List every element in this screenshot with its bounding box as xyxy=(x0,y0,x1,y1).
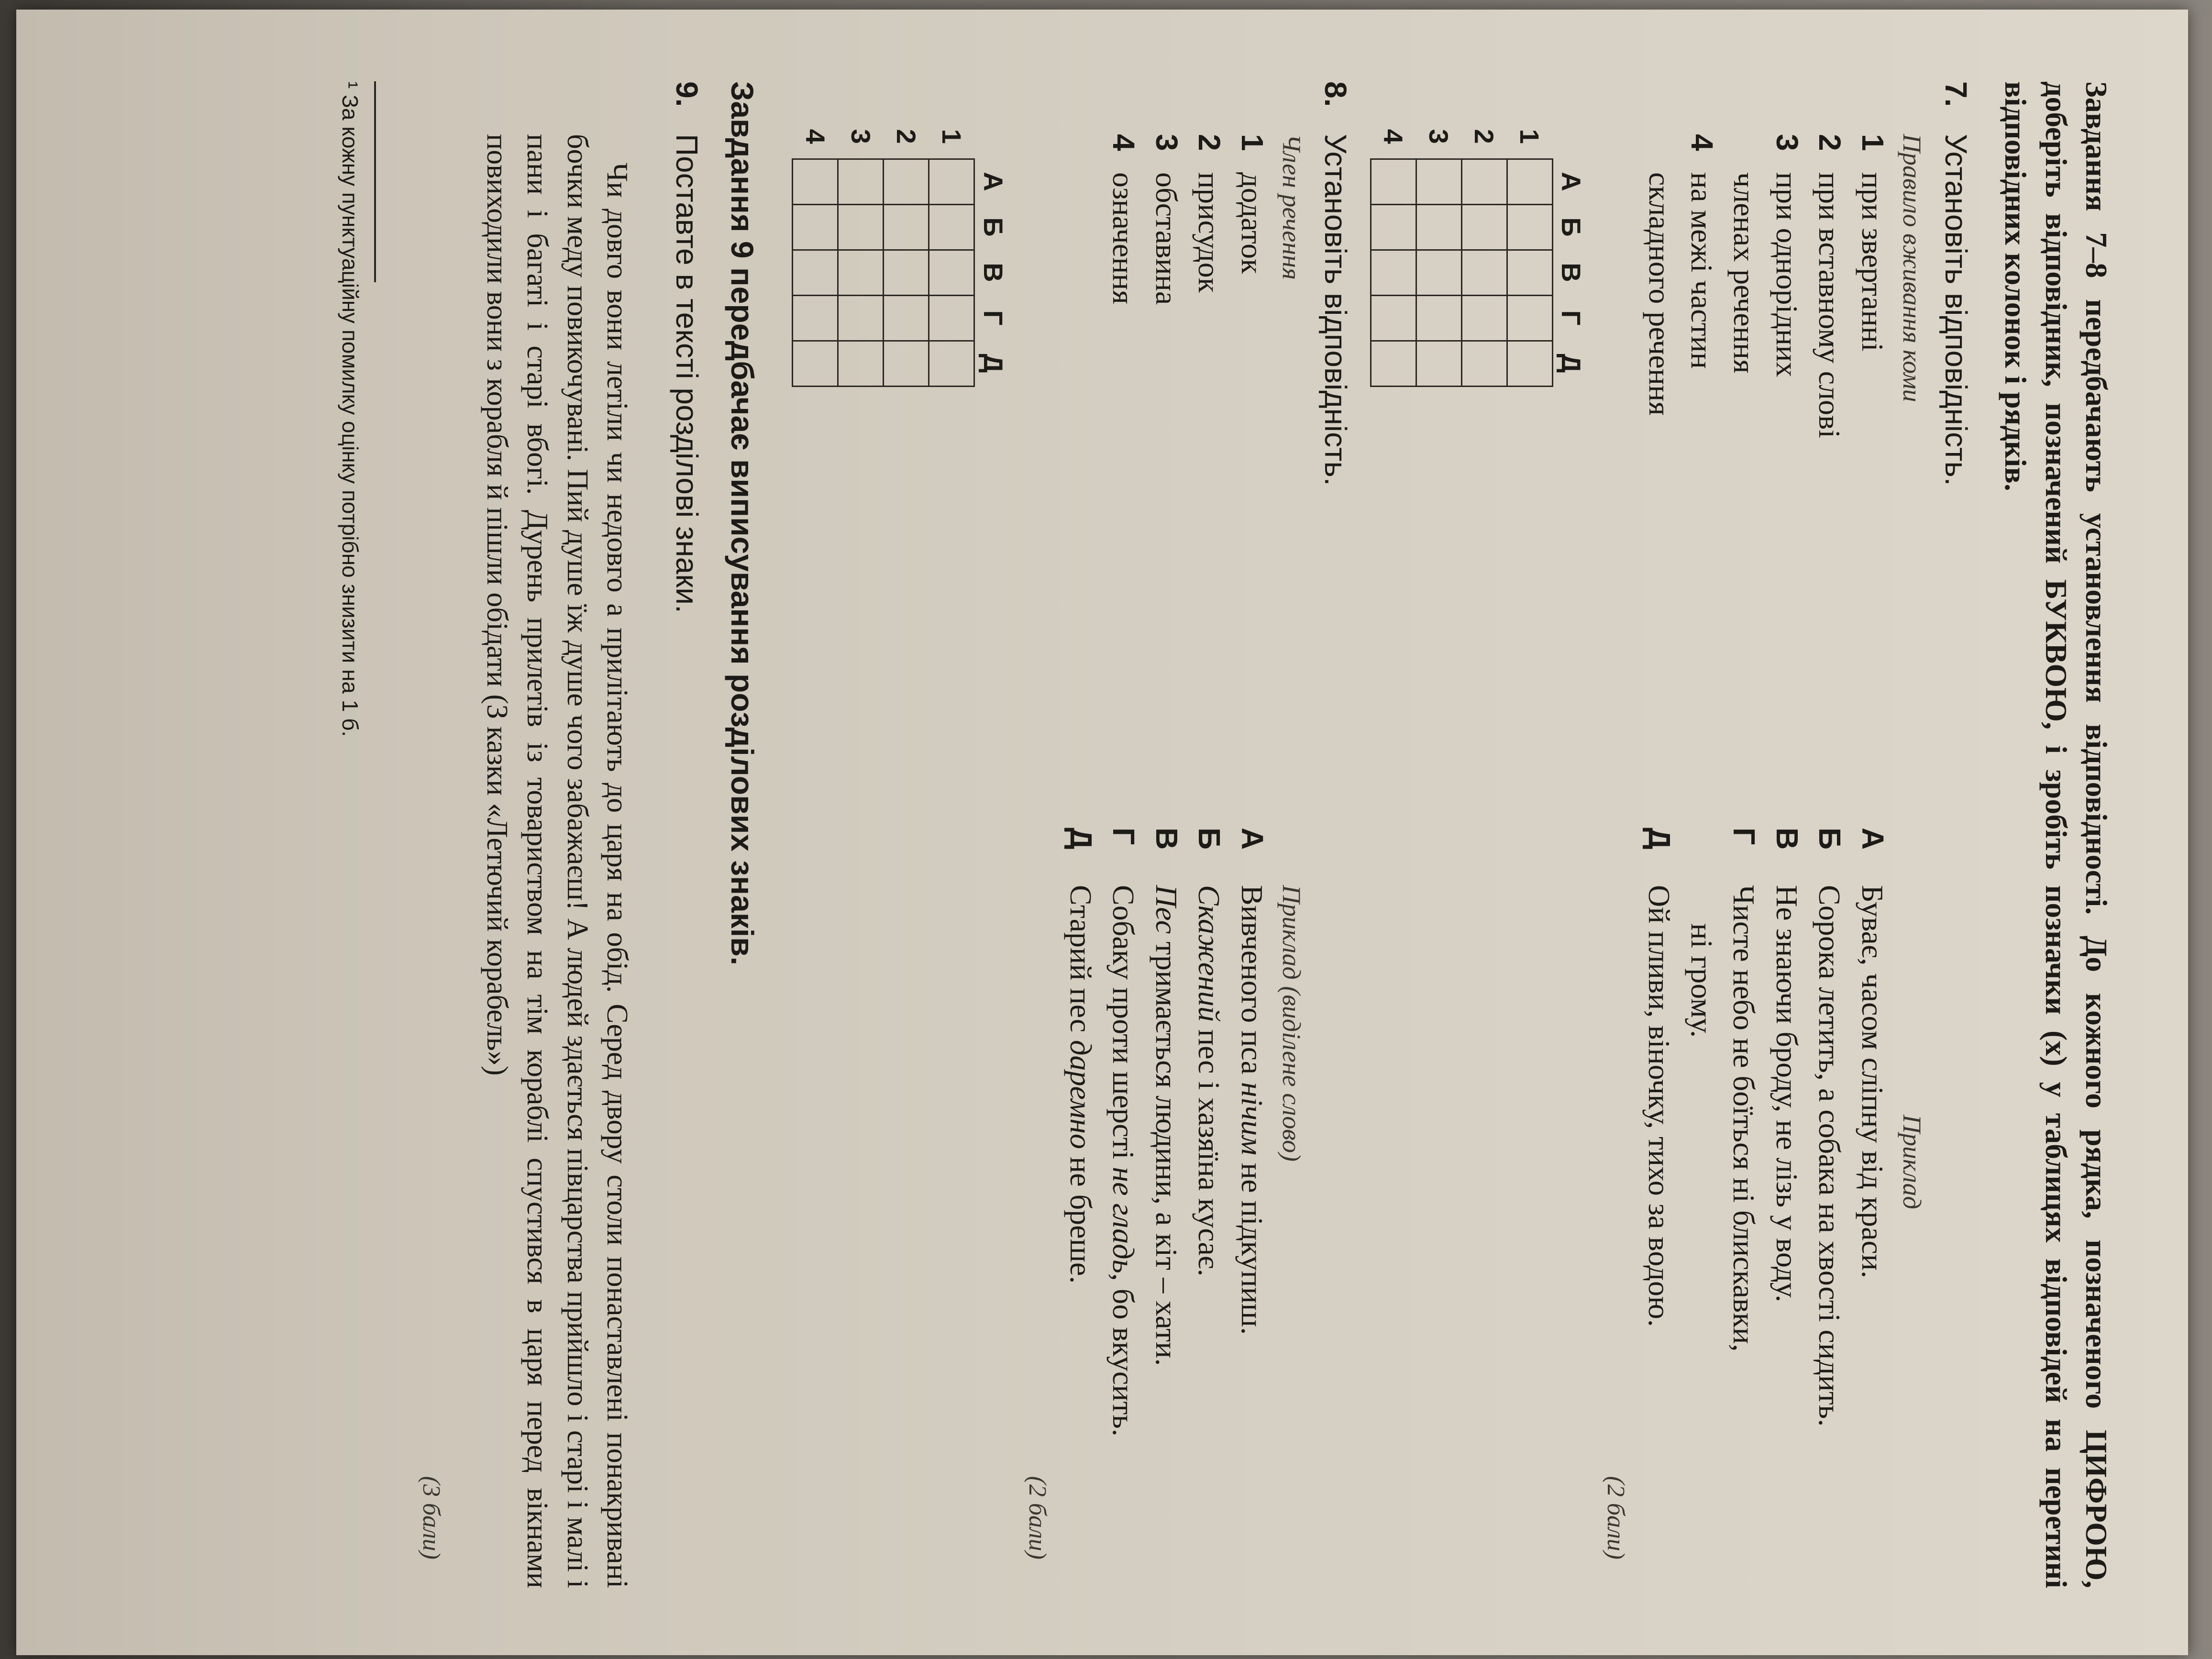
task-7-grid-col-header: Г xyxy=(1556,310,1587,326)
task-7-columns xyxy=(1637,81,1929,1588)
task-8-columns xyxy=(1058,81,1308,1588)
textbook-page xyxy=(16,10,2188,1655)
task-8-grid-cell[interactable] xyxy=(883,341,929,386)
task-7-grid-row xyxy=(1371,115,1416,386)
task-8-example-pre: Вивченого пса xyxy=(1235,885,1269,1083)
task-7-grid-cell[interactable] xyxy=(1371,295,1416,341)
task-7-grid-cell[interactable] xyxy=(1461,295,1507,341)
task-7-rule-item-label: 3 xyxy=(1770,134,1804,151)
task-7-grid-cell[interactable] xyxy=(1507,159,1552,204)
task-7-answer-grid xyxy=(1370,115,1590,387)
task-7-points: (2 бали) xyxy=(1602,1476,1630,1559)
task-7-grid-cell[interactable] xyxy=(1416,204,1461,250)
task-8-example-item xyxy=(1189,828,1229,1588)
task-8-right-header: Приклад (виділене слово) xyxy=(1277,885,1306,1162)
task-7-example-item xyxy=(1724,828,1764,1588)
task-7-grid-row-header: 2 xyxy=(1469,129,1500,144)
task-7-rule-item xyxy=(1639,134,1679,828)
task-7-header xyxy=(1936,81,1976,1588)
task-7-grid-cell[interactable] xyxy=(1507,250,1552,295)
task-8-member-item-label: 4 xyxy=(1106,134,1141,151)
task-8-member-item xyxy=(1103,134,1144,828)
task-8-example-post: не підкупиш. xyxy=(1235,1155,1269,1335)
task-8-grid-cell[interactable] xyxy=(929,159,974,204)
task-7-grid-cell[interactable] xyxy=(1507,341,1552,386)
task-7-grid-cell[interactable] xyxy=(1416,295,1461,341)
task-7-grid-row-header: 1 xyxy=(1515,129,1545,144)
task-7-number: 7. xyxy=(1938,81,1973,107)
task-7-grid-col-header: В xyxy=(1556,263,1587,282)
task-8-sentence-members xyxy=(1058,81,1308,828)
task-8-grid-cell[interactable] xyxy=(792,250,838,295)
task-8-example-text xyxy=(1060,885,1100,1588)
task-7-example-item-label: А xyxy=(1855,828,1890,850)
task-7-grid-col-header: Б xyxy=(1556,217,1587,237)
task-8-grid-cell[interactable] xyxy=(883,250,929,295)
task-8-grid-cell[interactable] xyxy=(838,204,883,250)
task-7-rule-item-text: при вставному слові xyxy=(1813,172,1847,438)
task-8-grid-cell[interactable] xyxy=(929,341,974,386)
task-7-example-item-label: Г xyxy=(1727,828,1762,845)
task-9-prompt: Поставте в тексті розділові знаки. xyxy=(669,134,704,613)
task-8-grid-col-header: Г xyxy=(978,310,1008,326)
task-9-number: 9. xyxy=(669,81,704,107)
task-9-text: Чи довго вони летіли чи недовго а прилітають до царя на обід. Серед двору столи понаставлені понакривані бочки меду повикочувані. Пий душе їж душе чого забажаєш! А людей здається півцарства прийшло і старі і малі і пани і багаті і старі вбогі. Дурень прилетів із товариством на тім кораблі спустився в царя перед вікнами повиходили вони з корабля й пішли обідати (З казки «Летючий корабель») xyxy=(481,134,634,1588)
task-8-grid-corner xyxy=(974,115,1011,159)
task-8-example-item xyxy=(1231,828,1272,1588)
task-7-example-item-label: Б xyxy=(1813,828,1847,850)
task-8-grid-cell[interactable] xyxy=(792,295,838,341)
task-8-grid-col-header: Б xyxy=(978,217,1008,237)
footnote: ¹ За кожну пунктуаційну помилку оцінку потрібно знизити на 1 б. xyxy=(337,81,363,737)
task-8-member-item-label: 3 xyxy=(1149,134,1184,151)
task-8-member-item xyxy=(1146,134,1186,828)
section-9-title: Завдання 9 передбачає виписування розділових знаків. xyxy=(724,81,760,965)
task-8-example-text xyxy=(1189,885,1229,1588)
task-8-member-item-text: присудок xyxy=(1192,172,1227,293)
task-7-grid-cell[interactable] xyxy=(1371,341,1416,386)
task-8-points: (2 бали) xyxy=(1024,1476,1051,1559)
task-8-example-item xyxy=(1146,828,1186,1588)
task-8-grid-cell[interactable] xyxy=(883,295,929,341)
task-7-right-header: Приклад xyxy=(1898,1115,1927,1209)
task-7-grid-row-header: 4 xyxy=(1378,129,1409,144)
task-7-grid-cell[interactable] xyxy=(1507,204,1552,250)
page-content xyxy=(335,81,2116,1588)
task-7-example-item xyxy=(1852,828,1892,1588)
task-8-member-item-text: означення xyxy=(1106,172,1141,304)
task-8-example-post: , бо вкусить. xyxy=(1106,1273,1141,1437)
task-7-rule-item-text: при однорідних xyxy=(1770,172,1804,377)
task-7-grid-cell[interactable] xyxy=(1461,341,1507,386)
task-7-left-header: Правило вживання коми xyxy=(1898,134,1927,402)
task-7-example-item xyxy=(1809,828,1850,1588)
task-8-example-pre: Старий пес xyxy=(1063,885,1098,1040)
task-7-rule-item-label: 1 xyxy=(1855,134,1890,151)
task-8-example-em: нічим xyxy=(1235,1082,1269,1155)
task-7-rule-item-text: членах речення xyxy=(1727,172,1762,374)
task-7-example-item-text: Буває, часом сліпну від краси. xyxy=(1855,885,1890,1279)
task-8-example-letter: Д xyxy=(1063,828,1098,850)
task-7-example-item-text: Ой пливи, віночку, тихо за водою. xyxy=(1642,885,1676,1327)
task-7-grid-cell[interactable] xyxy=(1507,295,1552,341)
task-7-grid-row xyxy=(1416,115,1461,386)
task-8-grid-col-header: Д xyxy=(978,354,1008,373)
task-7-grid-cell[interactable] xyxy=(1461,204,1507,250)
task-8-example-em: Скажений xyxy=(1192,885,1227,1022)
task-8-example-text xyxy=(1231,885,1272,1588)
task-7-grid-cell[interactable] xyxy=(1461,159,1507,204)
task-8-answer-grid xyxy=(792,115,1011,387)
task-8-example-post: не бреше. xyxy=(1063,1149,1098,1284)
task-8-member-item-text: обставина xyxy=(1149,172,1183,305)
task-8-grid-cell[interactable] xyxy=(883,159,929,204)
instructions-intro: Завдання 7–8 передбачають установлення відповідності. До кожного рядка, позначеного ЦИФРОЮ, доберіть відповідник, позначений БУКВОЮ, і зробіть позначки (x) у таблицях відповідей на перетині відповідних колонок і рядків. xyxy=(1999,81,2113,1588)
task-7-example-item xyxy=(1638,828,1679,1588)
task-8-example-letter: В xyxy=(1149,828,1184,850)
task-7-example-item-text: ні грому. xyxy=(1684,923,1719,1038)
task-8-grid-cell[interactable] xyxy=(929,250,974,295)
task-8-grid-row xyxy=(929,115,974,386)
task-8-member-item-label: 1 xyxy=(1235,134,1270,151)
task-8-member-item xyxy=(1231,134,1272,828)
task-8-number: 8. xyxy=(1318,81,1353,107)
task-8-grid-row-header: 1 xyxy=(936,129,967,144)
task-8-grid-cell[interactable] xyxy=(792,159,838,204)
task-8-grid-cell[interactable] xyxy=(838,250,883,295)
task-8-member-item-text: додаток xyxy=(1235,172,1269,274)
task-7-rule-item xyxy=(1724,134,1764,828)
task-7-rules xyxy=(1637,81,1929,828)
task-7-rule-item-text: складного речення xyxy=(1642,172,1677,416)
task-7-grid-cell[interactable] xyxy=(1416,341,1461,386)
task-8-grid-cell[interactable] xyxy=(929,204,974,250)
task-7-example-item-label: В xyxy=(1770,828,1804,850)
task-7-example-item-text: Не знаючи броду, не лізь у воду. xyxy=(1770,885,1804,1303)
task-7-rule-item-text: на межі частин xyxy=(1684,172,1719,369)
task-8-grid-cell[interactable] xyxy=(792,204,838,250)
task-8-example-letter: А xyxy=(1235,828,1270,850)
task-7-prompt: Установіть відповідність. xyxy=(1938,134,1973,486)
task-7-example-item xyxy=(1681,828,1722,1588)
task-7-rule-item xyxy=(1852,134,1892,828)
task-8-example-text xyxy=(1146,885,1186,1588)
task-8-example-letter: Г xyxy=(1106,828,1141,845)
task-7-grid-cell[interactable] xyxy=(1416,250,1461,295)
task-8-prompt: Установіть відповідність. xyxy=(1318,134,1353,486)
task-8-member-item-label: 2 xyxy=(1192,134,1227,151)
task-8-example-item xyxy=(1060,828,1101,1588)
task-7-grid-cell[interactable] xyxy=(1371,204,1416,250)
task-7-examples xyxy=(1637,828,1929,1588)
task-8-grid-row-header: 4 xyxy=(800,129,830,144)
task-8-grid-row xyxy=(792,115,838,386)
task-7-rule-item xyxy=(1809,134,1850,828)
task-8-example-em: даремно xyxy=(1063,1040,1098,1149)
task-8-example-em: Пес xyxy=(1149,885,1183,934)
task-7-grid-cell[interactable] xyxy=(1416,159,1461,204)
task-7-example-item-label: Д xyxy=(1642,828,1677,850)
task-7-grid-cell[interactable] xyxy=(1371,250,1416,295)
task-7-grid-row-header: 3 xyxy=(1424,129,1454,144)
task-8-example-item xyxy=(1103,828,1144,1588)
task-8-header xyxy=(1315,81,1355,1588)
task-7-grid-row xyxy=(1507,115,1552,386)
task-8-grid-col-header: В xyxy=(978,263,1008,282)
task-8-grid-cell[interactable] xyxy=(838,295,883,341)
task-8-example-letter: Б xyxy=(1192,828,1227,850)
task-8-grid-cell[interactable] xyxy=(929,295,974,341)
task-8-example-pre: Собаку проти шерсті xyxy=(1106,885,1141,1167)
task-7-grid-col-header: Д xyxy=(1556,354,1587,373)
task-8-grid-cell[interactable] xyxy=(838,341,883,386)
task-8-member-item xyxy=(1189,134,1229,828)
task-7-grid-corner xyxy=(1552,115,1589,159)
task-9-points: (3 бали) xyxy=(417,1476,445,1559)
task-7-grid-row xyxy=(1461,115,1507,386)
task-8-example-text xyxy=(1103,885,1143,1588)
task-7-grid-cell[interactable] xyxy=(1371,159,1416,204)
task-8-grid-cell[interactable] xyxy=(792,341,838,386)
task-8-example-post: тримається людини, а кіт – хати. xyxy=(1149,934,1183,1366)
task-7-example-item xyxy=(1766,828,1807,1588)
task-7-rule-item xyxy=(1766,134,1807,828)
task-8-left-header: Член речення xyxy=(1277,134,1306,280)
task-7-rule-item xyxy=(1681,134,1722,828)
task-8-example-post: пес і хазяїна кусає. xyxy=(1192,1021,1227,1277)
task-8-grid-row-header: 3 xyxy=(845,129,876,144)
task-8-grid-cell[interactable] xyxy=(883,204,929,250)
footnote-divider xyxy=(374,81,376,282)
task-8-grid-row xyxy=(838,115,883,386)
task-7-example-item-text: Сорока летить, а собака на хвості сидить. xyxy=(1813,885,1847,1427)
task-7-rule-item-label: 2 xyxy=(1813,134,1847,151)
task-8-grid-row xyxy=(883,115,929,386)
task-7-rule-item-label: 4 xyxy=(1684,134,1719,151)
task-9-header xyxy=(666,81,707,1588)
task-8-grid-row-header: 2 xyxy=(891,129,921,144)
task-8-example-em: не гладь xyxy=(1106,1167,1141,1273)
task-7-grid-cell[interactable] xyxy=(1461,250,1507,295)
task-8-grid-col-header: А xyxy=(978,172,1008,191)
task-8-grid-cell[interactable] xyxy=(838,159,883,204)
task-8-examples xyxy=(1058,828,1308,1588)
task-7-example-item-text: Чисте небо не боїться ні блискавки, xyxy=(1727,885,1761,1352)
task-7-rule-item-text: при звертанні xyxy=(1855,172,1890,352)
task-7-grid-col-header: А xyxy=(1556,172,1587,191)
